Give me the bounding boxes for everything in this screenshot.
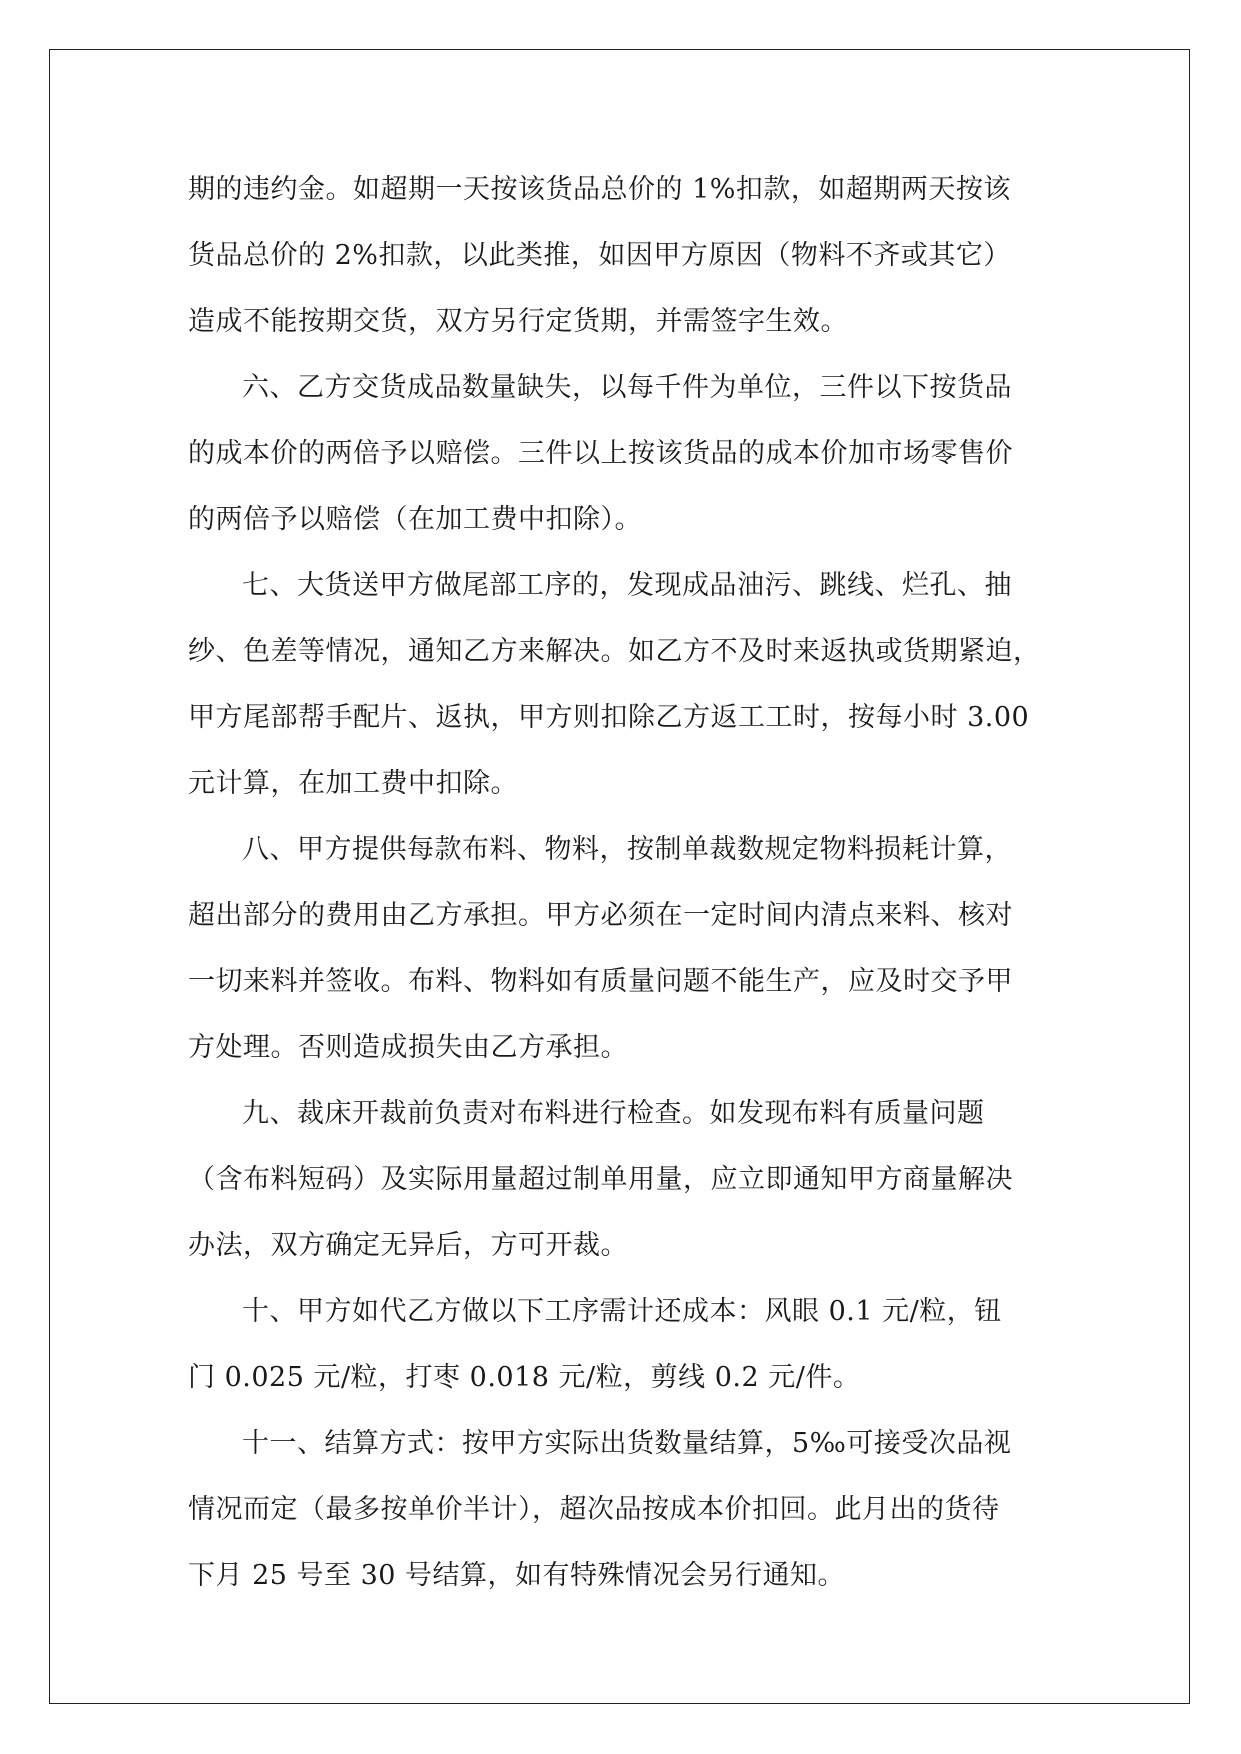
text-line: 的两倍予以赔偿（在加工费中扣除）。 (188, 504, 642, 535)
text-line: 下月 25 号至 30 号结算，如有特殊情况会另行通知。 (188, 1560, 846, 1591)
clause-6-start: 六、乙方交货成品数量缺失，以每千件为单位，三件以下按货品 (242, 372, 1012, 403)
text-line: 一切来料并签收。布料、物料如有质量问题不能生产，应及时交予甲 (188, 966, 1013, 997)
clause-10-start: 十、甲方如代乙方做以下工序需计还成本：风眼 0.1 元/粒，钮 (242, 1296, 1002, 1327)
text-line: 门 0.025 元/粒，打枣 0.018 元/粒，剪线 0.2 元/件。 (188, 1362, 861, 1393)
text-line: 方处理。否则造成损失由乙方承担。 (188, 1032, 628, 1063)
text-line: 甲方尾部帮手配片、返执，甲方则扣除乙方返工工时，按每小时 3.00 (188, 702, 1030, 733)
text-line: 造成不能按期交货，双方另行定货期，并需签字生效。 (188, 306, 848, 337)
text-line: 的成本价的两倍予以赔偿。三件以上按该货品的成本价加市场零售价 (188, 438, 1013, 469)
text-line: 办法，双方确定无异后，方可开裁。 (188, 1230, 628, 1261)
clause-11-start: 十一、结算方式：按甲方实际出货数量结算，5‰可接受次品视 (242, 1428, 1012, 1459)
clause-9-start: 九、裁床开裁前负责对布料进行检查。如发现布料有质量问题 (242, 1098, 985, 1129)
text-line: 元计算，在加工费中扣除。 (188, 768, 518, 799)
clause-8-start: 八、甲方提供每款布料、物料，按制单裁数规定物料损耗计算， (242, 834, 1012, 865)
document-body (188, 157, 1058, 1609)
text-line: 情况而定（最多按单价半计），超次品按成本价扣回。此月出的货待 (188, 1494, 1000, 1525)
text-line: 超出部分的费用由乙方承担。甲方必须在一定时间内清点来料、核对 (188, 900, 1013, 931)
text-line: 纱、色差等情况，通知乙方来解决。如乙方不及时来返执或货期紧迫， (188, 636, 1041, 667)
text-line: （含布料短码）及实际用量超过制单用量，应立即通知甲方商量解决 (188, 1164, 1013, 1195)
clause-7-start: 七、大货送甲方做尾部工序的，发现成品油污、跳线、烂孔、抽 (242, 570, 1012, 601)
text-line: 货品总价的 2%扣款，以此类推，如因甲方原因（物料不齐或其它） (188, 240, 1011, 271)
text-line: 期的违约金。如超期一天按该货品总价的 1%扣款，如超期两天按该 (188, 174, 1011, 205)
